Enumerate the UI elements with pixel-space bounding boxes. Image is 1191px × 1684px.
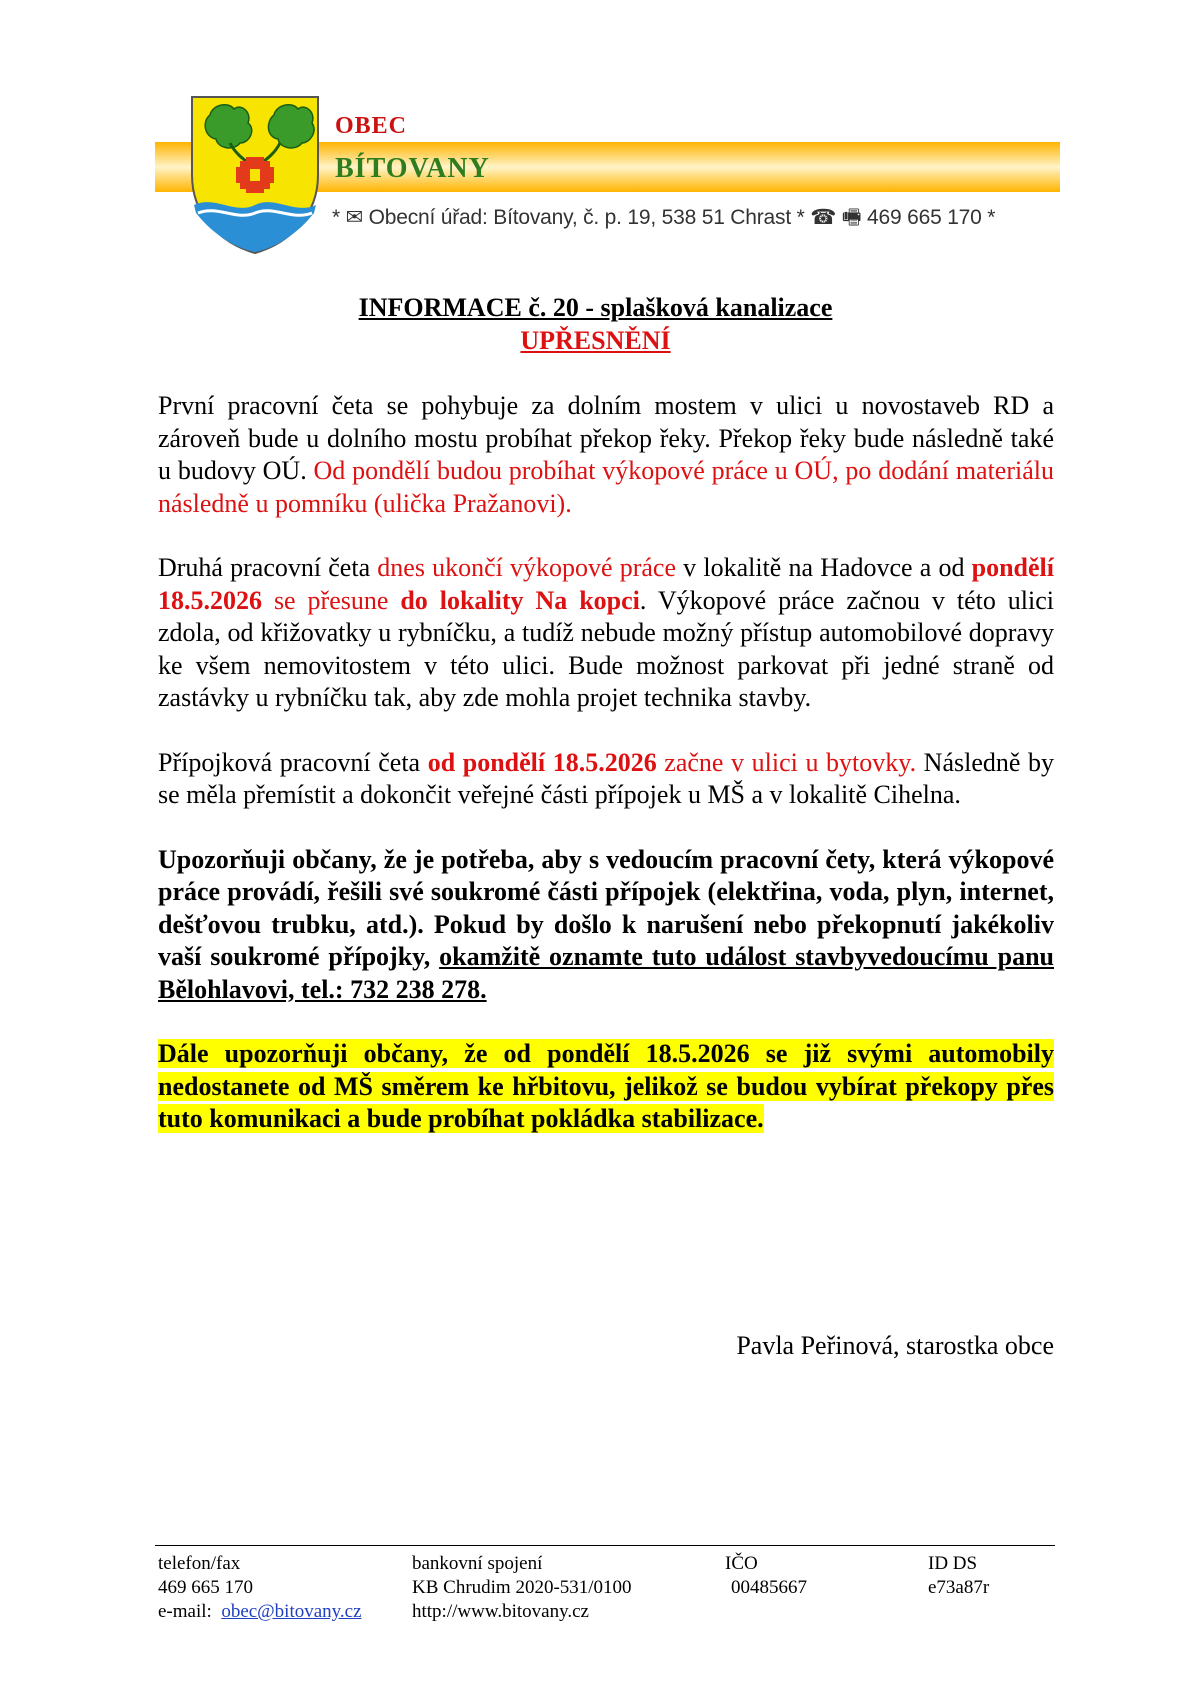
signature-line: Pavla Peřinová, starostka obce: [736, 1331, 1054, 1360]
municipality-label: OBEC: [335, 113, 408, 139]
text-highlighted: Dále upozorňuji občany, že od pondělí 18.5.2026 se již svými automobily nedostanete od MŠ směrem ke hřbitovu, jelikož se budou vybírat překopy přes tuto komunikaci a bude probíhat pokládka stabilizace.: [158, 1039, 1054, 1133]
text-red-bold: pondělí 18.5.2026: [158, 553, 1054, 615]
text: Upozorňuji občany, že je potřeba, aby s vedoucím pracovní čety, která výkopové práce provádí, řešili své soukromé části přípojek (elektřina, voda, plyn, internet, dešťovou trubku, atd.). Pokud by došlo k narušení nebo překopnutí jakékoliv vaší soukromé přípojky,: [158, 844, 1054, 971]
footer-id-ds-value: e73a87r: [928, 1577, 990, 1598]
footer-contact: [158, 1552, 362, 1624]
text-red: dnes ukončí výkopové práce: [377, 553, 677, 582]
text: v lokalitě na Hadovce a od: [676, 553, 972, 582]
text-red: začne v ulici u bytovky.: [656, 747, 917, 777]
footer-id-ds: [928, 1552, 989, 1600]
footer-email-link[interactable]: obec@bitovany.cz: [221, 1601, 362, 1622]
coat-of-arms-logo: [190, 95, 320, 255]
footer-phone-label: telefon/fax: [158, 1553, 241, 1574]
footer-website[interactable]: http://www.bitovany.cz: [412, 1601, 589, 1622]
municipality-name: BÍTOVANY: [335, 153, 490, 184]
document-subtitle: UPŘESNĚNÍ: [520, 326, 671, 355]
document-body: [158, 390, 1054, 1168]
footer-id-ds-label: ID DS: [928, 1553, 978, 1574]
footer-bank-label: bankovní spojení: [412, 1553, 543, 1574]
footer-bank-account: KB Chrudim 2020-531/0100: [412, 1577, 632, 1598]
paragraph-first-crew: [158, 390, 1054, 520]
footer-ico-value: 00485667: [731, 1577, 807, 1598]
footer-bank: [412, 1552, 632, 1624]
text: Druhá pracovní četa: [158, 553, 378, 582]
text: Přípojková pracovní četa: [158, 747, 428, 777]
text-red-bold: od pondělí 18.5.2026: [427, 747, 657, 777]
footer-phone: 469 665 170: [158, 1577, 253, 1598]
text-red-bold: do lokality Na kopci: [400, 585, 640, 615]
footer-ico-label: IČO: [725, 1553, 758, 1574]
text-underlined: okamžitě oznamte tuto událost stavbyvedoucímu panu Bělohlavovi, tel.: 732 238 278.: [158, 942, 1055, 1004]
footer-email-label: e-mail:: [158, 1601, 212, 1622]
office-address-line: * ✉ Obecní úřad: Bítovany, č. p. 19, 538 51 Chrast * ☎ 🖷 469 665 170 *: [332, 206, 996, 229]
paragraph-connection-crew: [158, 747, 1054, 812]
text-red: se přesune: [262, 585, 401, 615]
footer-ico: [725, 1552, 807, 1600]
text: . Výkopové práce začnou v této ulici zdola, od křižovatky u rybníčku, a tudíž nebude možný přístup automobilové dopravy ke všem nemovitostem v této ulici. Bude možnost parkovat při jedné straně od zastávky u rybníčku tak, aby zde mohla projet technika stavby.: [158, 585, 1054, 712]
footer-divider: [155, 1545, 1055, 1546]
text: První pracovní četa se pohybuje za dolním mostem v ulici u novostaveb RD a zároveň bude u dolního mostu probíhat překop řeky. Překop řeky bude následně také u budovy OÚ.: [158, 391, 1054, 485]
document-title: INFORMACE č. 20 - splašková kanalizace: [358, 293, 833, 322]
letterhead: [155, 95, 1060, 265]
paragraph-second-crew: [158, 552, 1054, 715]
paragraph-warning: [158, 844, 1054, 1007]
paragraph-highlighted-notice: [158, 1038, 1054, 1136]
text-red: Od pondělí budou probíhat výkopové práce u OÚ, po dodání materiálu následně u pomníku (ulička Pražanovi).: [158, 456, 1054, 518]
footer-email-row: [158, 1600, 362, 1624]
text: Následně by se měla přemístit a dokončit veřejné části přípojek u MŠ a v lokalitě Cihelna.: [158, 747, 1054, 809]
